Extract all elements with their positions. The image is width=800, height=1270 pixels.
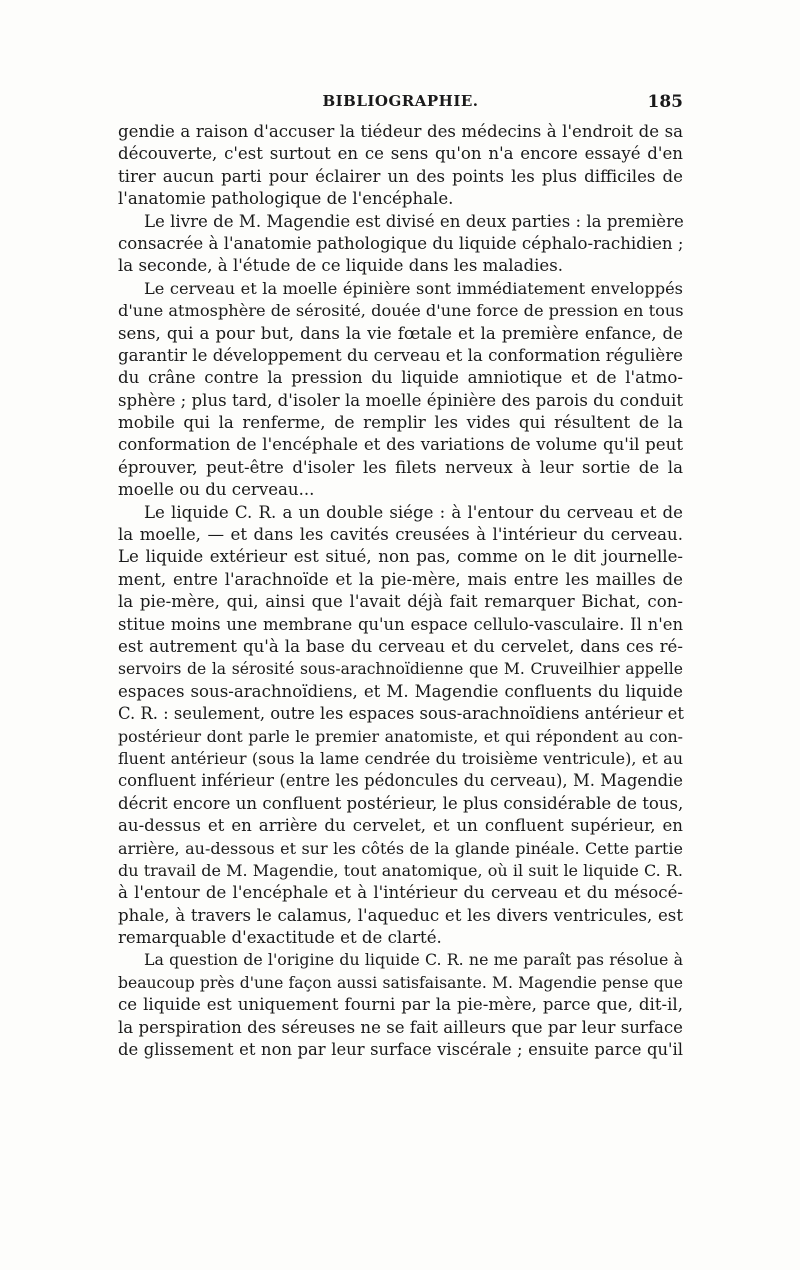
text-line: confluent inférieur (entre les pédoncules du cerveau), M. Magendie <box>118 771 683 791</box>
text-line: la pie-mère, qui, ainsi que l'avait déjà fait remarquer Bichat, con- <box>118 592 683 612</box>
text-line: servoirs de la sérosité sous-arachnoïdienne que M. Cruveilhier appelle <box>118 660 683 679</box>
text-line: l'anatomie pathologique de l'encéphale. <box>118 189 454 209</box>
text-line: de glissement et non par leur surface viscérale ; ensuite parce qu'il <box>118 1040 683 1060</box>
text-line: la seconde, à l'étude de ce liquide dans les maladies. <box>118 256 564 276</box>
body-text <box>118 121 683 1061</box>
text-line: Le liquide C. R. a un double siége : à l'entour du cerveau et de <box>144 502 683 522</box>
page-number: 185 <box>647 92 683 112</box>
text-line: la perspiration des séreuses ne se fait ailleurs que par leur surface <box>118 1017 683 1037</box>
text-line: postérieur dont parle le premier anatomiste, et qui répondent au con- <box>118 726 683 746</box>
running-head: BIBLIOGRAPHIE. <box>322 92 479 110</box>
text-line: Le liquide extérieur est situé, non pas, comme on le dit journelle- <box>118 547 683 567</box>
text-line: décrit encore un confluent postérieur, le plus considérable de tous, <box>118 793 684 813</box>
text-line: éprouver, peut-être d'isoler les filets nerveux à leur sortie de la <box>118 457 683 477</box>
text-line: phale, à travers le calamus, l'aqueduc et les divers ventricules, est <box>118 905 683 925</box>
text-line: arrière, au-dessous et sur les côtés de la glande pinéale. Cette partie <box>118 838 683 858</box>
text-line: découverte, c'est surtout en ce sens qu'on n'a encore essayé d'en <box>118 144 683 164</box>
text-line: C. R. : seulement, outre les espaces sous-arachnoïdiens antérieur et <box>118 704 684 724</box>
text-line: moelle ou du cerveau... <box>118 480 315 500</box>
text-line: espaces sous-arachnoïdiens, et M. Magendie confluents du liquide <box>118 681 683 701</box>
text-line: mobile qui la renferme, de remplir les vides qui résultent de la <box>118 413 683 433</box>
text-line: consacrée à l'anatomie pathologique du liquide céphalo-rachidien ; <box>118 233 684 253</box>
text-line: ment, entre l'arachnoïde et la pie-mère, mais entre les mailles de <box>118 569 683 589</box>
text-line: stitue moins une membrane qu'un espace cellulo-vasculaire. Il n'en <box>118 614 683 634</box>
text-line: la moelle, — et dans les cavités creusées à l'intérieur du cerveau. <box>118 525 683 545</box>
text-line: du crâne contre la pression du liquide amniotique et de l'atmo- <box>118 368 683 388</box>
text-line: garantir le développement du cerveau et la conformation régulière <box>118 345 683 365</box>
text-line: beaucoup près d'une façon aussi satisfaisante. M. Magendie pense que <box>118 973 683 992</box>
text-line: conformation de l'encéphale et des variations de volume qu'il peut <box>118 435 683 455</box>
text-line: remarquable d'exactitude et de clarté. <box>118 928 442 948</box>
text-line: du travail de M. Magendie, tout anatomique, où il suit le liquide C. R. <box>118 860 683 880</box>
text-line: au-dessus et en arrière du cervelet, et un confluent supérieur, en <box>118 816 683 836</box>
text-line: tirer aucun parti pour éclairer un des points les plus difficiles de <box>118 166 683 186</box>
text-line: Le livre de M. Magendie est divisé en deux parties : la première <box>144 211 684 231</box>
text-line: d'une atmosphère de sérosité, douée d'une force de pression en tous <box>118 301 684 321</box>
text-line: sens, qui a pour but, dans la vie fœtale et la première enfance, de <box>118 323 683 343</box>
text-line: La question de l'origine du liquide C. R. ne me paraît pas résolue à <box>144 950 683 970</box>
text-line: gendie a raison d'accuser la tiédeur des médecins à l'endroit de sa <box>118 122 683 141</box>
page-header <box>118 92 683 118</box>
text-line: à l'entour de l'encéphale et à l'intérieur du cerveau et du mésocé- <box>118 883 683 903</box>
text-line: est autrement qu'à la base du cerveau et du cervelet, dans ces ré- <box>118 636 683 656</box>
text-line: ce liquide est uniquement fourni par la pie-mère, parce que, dit-il, <box>118 995 683 1015</box>
text-line: fluent antérieur (sous la lame cendrée du troisième ventricule), et au <box>118 748 683 768</box>
text-line: sphère ; plus tard, d'isoler la moelle épinière des parois du conduit <box>118 390 683 410</box>
text-line: Le cerveau et la moelle épinière sont immédiatement enveloppés <box>144 278 683 298</box>
